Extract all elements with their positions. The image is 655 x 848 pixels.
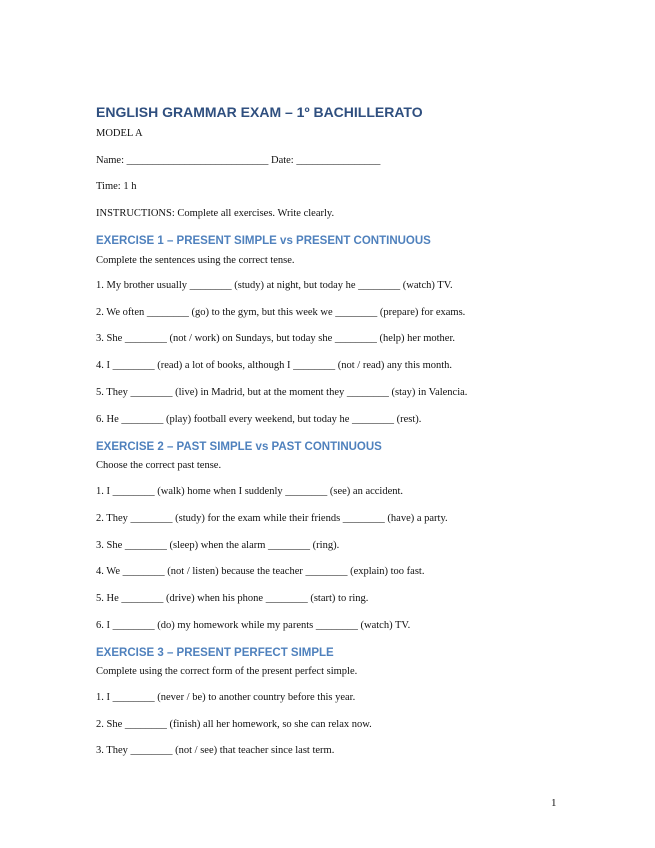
exercise-3-item: 2. She ________ (finish) all her homework, so she can relax now. xyxy=(96,719,372,730)
exercise-2-item: 4. We ________ (not / listen) because the teacher ________ (explain) too fast. xyxy=(96,566,425,577)
exercise-1-item: 5. They ________ (live) in Madrid, but at the moment they ________ (stay) in Valencia. xyxy=(96,387,468,398)
exercise-2-item: 5. He ________ (drive) when his phone ________ (start) to ring. xyxy=(96,593,369,604)
exercise-2-item: 2. They ________ (study) for the exam while their friends ________ (have) a party. xyxy=(96,513,448,524)
exercise-1-item: 6. He ________ (play) football every weekend, but today he ________ (rest). xyxy=(96,414,422,425)
exercise-1-item: 3. She ________ (not / work) on Sundays, but today she ________ (help) her mother. xyxy=(96,333,455,344)
instructions: INSTRUCTIONS: Complete all exercises. Write clearly. xyxy=(96,208,335,219)
exercise-2-instruction: Choose the correct past tense. xyxy=(96,460,222,471)
exercise-2-item: 1. I ________ (walk) home when I suddenly ________ (see) an accident. xyxy=(96,486,404,497)
exercise-2-item: 6. I ________ (do) my homework while my parents ________ (watch) TV. xyxy=(96,620,411,631)
time-line: Time: 1 h xyxy=(96,181,137,192)
model-label: MODEL A xyxy=(96,128,143,139)
name-date-line: Name: ___________________________ Date: ________________ xyxy=(96,155,381,166)
exercise-1-item: 1. My brother usually ________ (study) at night, but today he ________ (watch) TV. xyxy=(96,280,453,291)
exercise-3-item: 1. I ________ (never / be) to another country before this year. xyxy=(96,692,356,703)
exercise-1-instruction: Complete the sentences using the correct tense. xyxy=(96,255,295,266)
exercise-1-item: 4. I ________ (read) a lot of books, although I ________ (not / read) any this month. xyxy=(96,360,453,371)
exam-title: ENGLISH GRAMMAR EXAM – 1º BACHILLERATO xyxy=(96,104,423,120)
page-number: 1 xyxy=(551,797,557,809)
exercise-3-instruction: Complete using the correct form of the present perfect simple. xyxy=(96,666,358,677)
exercise-1-item: 2. We often ________ (go) to the gym, but this week we ________ (prepare) for exams. xyxy=(96,307,466,318)
exercise-2-item: 3. She ________ (sleep) when the alarm ________ (ring). xyxy=(96,540,340,551)
exercise-3-heading: EXERCISE 3 – PRESENT PERFECT SIMPLE xyxy=(96,647,334,659)
exercise-3-item: 3. They ________ (not / see) that teacher since last term. xyxy=(96,745,335,756)
exercise-1-heading: EXERCISE 1 – PRESENT SIMPLE vs PRESENT CONTINUOUS xyxy=(96,235,431,247)
exercise-2-heading: EXERCISE 2 – PAST SIMPLE vs PAST CONTINUOUS xyxy=(96,441,382,453)
